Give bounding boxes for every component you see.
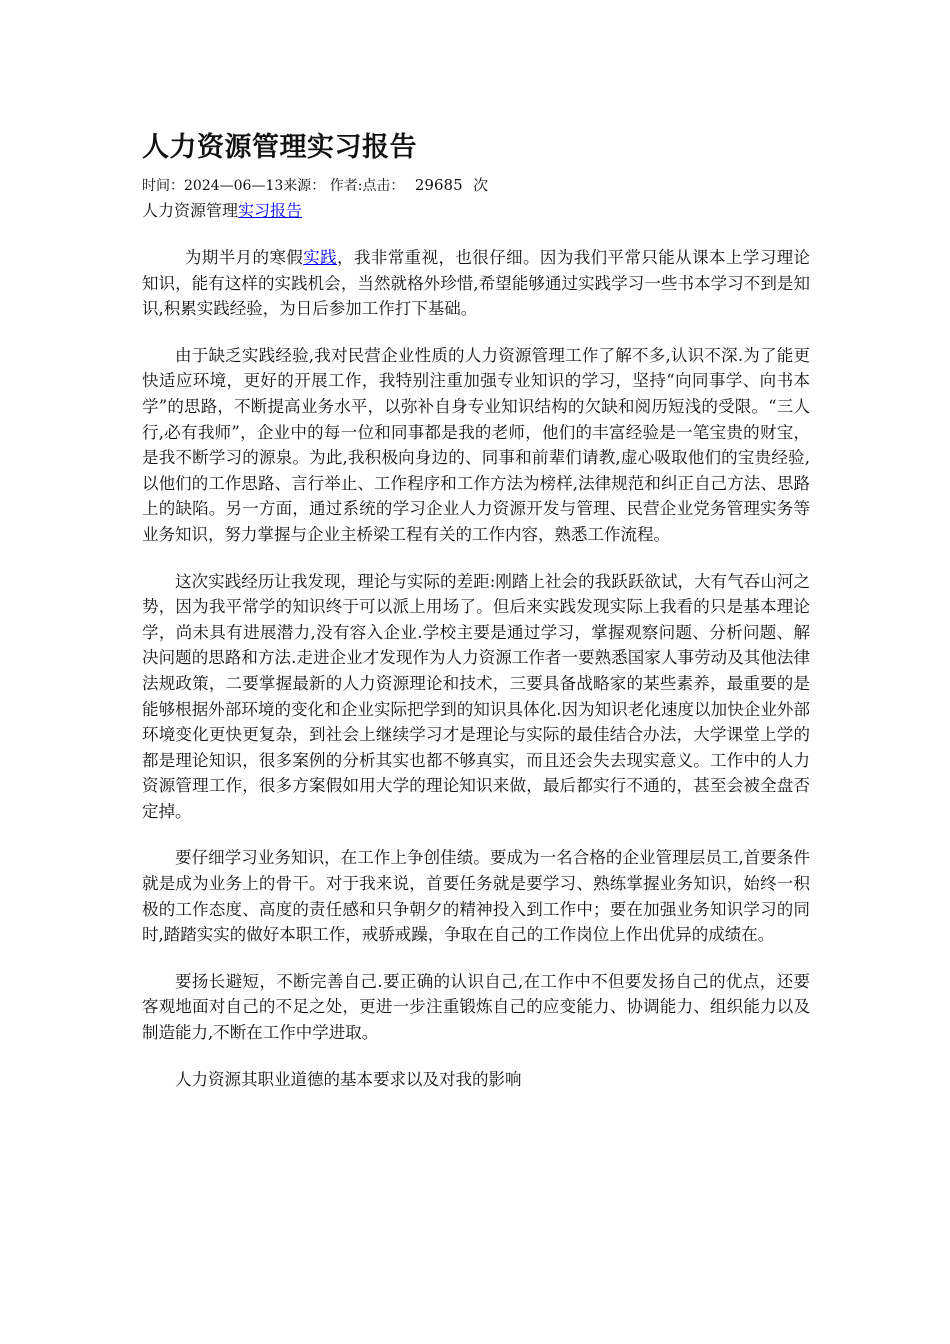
subtitle-prefix: 人力资源管理 <box>142 201 239 220</box>
paragraph-2: 由于缺乏实践经验,我对民营企业性质的人力资源管理工作了解不多,认识不深.为了能更快适应环境，更好的开展工作，我特别注重加强专业知识的学习，坚持“向同事学、向书本学”的思路，不断提高业务水平，以弥补自身专业知识结构的欠缺和阅历短浅的受限。“三人行,必有我师”，企业中的每一位和同事都是我的老师，他们的丰富经验是一笔宝贵的财宝，是我不断学习的源泉。为此,我积极向身边的、同事和前辈们请教,虚心吸取他们的宝贵经验,以他们的工作思路、言行举止、工作程序和工作方法为榜样,法律规范和纠正自己方法、思路上的缺陷。另一方面，通过系统的学习企业人力资源开发与管理、民营企业党务管理实务等业务知识，努力掌握与企业主桥梁工程有关的工作内容，熟悉工作流程。 <box>142 345 810 544</box>
publish-date: 2024—06—13 <box>184 178 284 194</box>
author-label: 作者: <box>329 178 363 194</box>
source-label: 来源： <box>283 178 326 194</box>
paragraph-3: 这次实践经历让我发现，理论与实际的差距:刚踏上社会的我跃跃欲试，大有气吞山河之势，因为我平常学的知识终于可以派上用场了。但后来实践发现实际上我看的只是基本理论学，尚未具有进展潜力,没有容入企业.学校主要是通过学习，掌握观察问题、分析问题、解决问题的思路和方法.走进企业才发现作为人力资源工作者一要熟悉国家人事劳动及其他法律法规政策，二要掌握最新的人力资源理论和技术，三要具备战略家的某些素养，最重要的是能够根据外部环境的变化和企业实际把学到的知识具体化.因为知识老化速度以加快企业外部环境变化更快更复杂，到社会上继续学习才是理论与实际的最佳结合办法，大学课堂上学的都是理论知识，很多案例的分析其实也都不够真实，而且还会失去现实意义。工作中的人力资源管理工作，很多方案假如用大学的理论知识来做，最后都实行不通的，甚至会被全盘否定掉。 <box>142 571 810 821</box>
paragraph-1-start: 为期半月的寒假 <box>184 248 304 267</box>
paragraph-1 <box>142 245 810 322</box>
practice-link[interactable]: 实践 <box>303 248 338 267</box>
article-body <box>142 245 810 1092</box>
article-subtitle <box>142 200 810 222</box>
internship-report-link[interactable]: 实习报告 <box>238 201 303 220</box>
article <box>142 128 810 1113</box>
click-count-unit: 次 <box>473 176 489 194</box>
paragraph-5: 要扬长避短，不断完善自己.要正确的认识自己,在工作中不但要发扬自己的优点，还要客观地面对自己的不足之处，更进一步注重锻炼自己的应变能力、协调能力、组织能力以及制造能力,不断在工作中学进取。 <box>142 971 810 1043</box>
article-meta <box>142 176 810 194</box>
clicks-label: 点击： <box>362 178 405 194</box>
paragraph-6-heading: 人力资源其职业道德的基本要求以及对我的影响 <box>175 1069 522 1089</box>
click-count: 29685 <box>414 176 463 194</box>
paragraph-4: 要仔细学习业务知识，在工作上争创佳绩。要成为一名合格的企业管理层员工,首要条件就是成为业务上的骨干。对于我来说，首要任务就是要学习、熟练掌握业务知识，始终一积极的工作态度、高度的责任感和只争朝夕的精神投入到工作中；要在加强业务知识学习的同时,踏踏实实的做好本职工作，戒骄戒躁，争取在自己的工作岗位上作出优异的成绩在。 <box>142 848 810 945</box>
time-label: 时间： <box>142 178 184 194</box>
paragraph-1-rest: ，我非常重视，也很仔细。因为我们平常只能从课本上学习理论知识，能有这样的实践机会，当然就格外珍惜,希望能够通过实践学习一些书本学习不到是知识,积累实践经验，为日后参加工作打下基础。 <box>142 248 811 319</box>
page-title: 人力资源管理实习报告 <box>142 132 417 163</box>
